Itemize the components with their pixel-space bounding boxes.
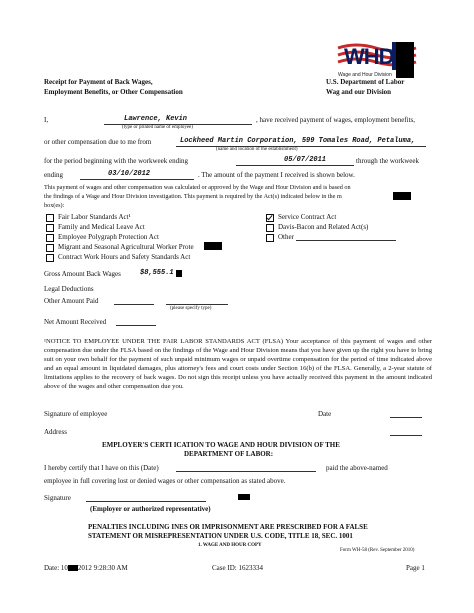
act-label: Other <box>278 233 294 241</box>
computed-text-line2: the findings of a Wage and Hour Division investigation. This payment is required by the Act(s) indicated below in the m <box>44 193 342 200</box>
period-end-prefix: ending <box>44 171 64 179</box>
legal-deductions-label: Legal Deductions <box>44 285 94 293</box>
certification-title-line1: EMPLOYER'S CERTI ICATION TO WAGE AND HOUR DIVISION OF THE <box>102 441 340 449</box>
period-begin-date: 05/07/2011 <box>284 156 327 164</box>
certify-prefix: I hereby certify that I have on this (Date) <box>44 464 159 472</box>
act-label: Contract Work Hours and Safety Standards Act <box>58 253 191 261</box>
redaction <box>204 242 222 250</box>
footer-date-suffix: 2012 9:28:30 AM <box>77 564 128 572</box>
footer-date <box>44 564 128 572</box>
agency-line1: U.S. Department of Labor <box>326 78 405 86</box>
net-amount-label: Net Amount Received <box>44 318 107 326</box>
checkbox[interactable] <box>266 234 274 242</box>
agency-line2: Wag and our Division <box>326 88 392 96</box>
address-label: Address <box>44 428 67 436</box>
act-label: Fair Labor Standards Act¹ <box>58 213 131 221</box>
checkbox[interactable] <box>266 224 274 232</box>
redaction <box>238 494 250 500</box>
period-begin-line <box>236 165 354 166</box>
other-amount-caption: (please specify type) <box>170 306 212 311</box>
certify-suffix: paid the above-named <box>326 464 388 472</box>
redaction <box>396 42 414 78</box>
wage-hour-copy: 1. WAGE AND HOUR COPY <box>198 543 262 548</box>
checkbox[interactable] <box>46 224 54 232</box>
act-label: Davis-Bacon and Related Act(s) <box>278 223 369 231</box>
act-label: Family and Medical Leave Act <box>58 223 145 231</box>
act-label: Migrant and Seasonal Agricultural Worker Prote <box>58 243 194 251</box>
employer-prefix: or other compensation due to me from <box>44 138 152 146</box>
flsa-notice: ¹NOTICE TO EMPLOYEE UNDER THE FAIR LABOR STANDARDS ACT (FLSA) Your acceptance of this payment of wages and other compensation due under the FLSA based on the findings of the Wage and Hour Division means that you have given up the right you have to bring suit on your own behalf for the payment of such unpaid minimum wages or unpaid overtime compensation for the period of time indicated above and an equal amount in liquidated damages, plus attorney's fees and court costs under Section 16(b) of the FLSA. Generally, a 2-year statute of limitations applies to the recovery of back wages. Do not sign this receipt unless you have actually received this payment in the amount indicated above of the wages and other compensation due you. <box>44 338 432 391</box>
receipt-title-line1: Receipt for Payment of Back Wages, <box>44 78 153 86</box>
period-end-line <box>80 179 194 180</box>
other-amount-label: Other Amount Paid <box>44 297 99 305</box>
employee-signature-label: Signature of employee <box>44 410 108 418</box>
act-other-line <box>296 240 396 241</box>
whd-logo <box>336 38 420 82</box>
certification-title-line2: DEPARTMENT OF LABOR: <box>184 450 274 458</box>
employer-caption: (name and location of the establishment) <box>216 147 298 152</box>
logo-tagline: Wage and Hour Division <box>338 72 392 78</box>
certify-date-line <box>176 471 316 472</box>
checkbox-checked[interactable] <box>266 214 274 222</box>
redaction <box>176 270 182 277</box>
logo-text: WHD <box>344 44 394 69</box>
footer-page: Page 1 <box>406 564 425 572</box>
penalties-line2: STATEMENT OR MISREPRESENTATION UNDER U.S. CODE, TITLE 18, SEC. 1001 <box>88 532 353 540</box>
date-line <box>390 417 422 418</box>
employee-caption: (type or printed name of employee) <box>122 125 193 130</box>
employer-name-line <box>176 146 426 147</box>
form-id: Form WH-58 (Rev. September 2010) <box>340 548 415 553</box>
computed-text-line3: box(es): <box>44 202 65 209</box>
other-amount-line <box>114 304 154 305</box>
gross-amount-value: $8,555.1 <box>140 269 174 277</box>
checkbox[interactable] <box>46 214 54 222</box>
employer-signature-label: Signature <box>44 494 71 502</box>
gross-amount-label: Gross Amount Back Wages <box>44 270 121 278</box>
employee-name: Lawrence, Kevin <box>124 115 188 123</box>
period-begin-prefix: for the period beginning with the workweek ending <box>44 157 189 165</box>
period-end-date: 03/10/2012 <box>108 170 151 178</box>
net-amount-line <box>116 325 156 326</box>
act-label: Service Contract Act <box>278 213 337 221</box>
penalties-line1: PENALTIES INCLUDING INES OR IMPRISONMENT ARE PRESCRIBED FOR A FALSE <box>88 523 368 531</box>
footer-date-prefix: Date: 10 <box>44 564 68 572</box>
address-line <box>390 435 422 436</box>
employee-suffix: , have received payment of wages, employment benefits, <box>256 116 415 124</box>
computed-text-line1: This payment of wages and other compensation was calculated or approved by the Wage and Hour Division and is based on <box>44 184 351 191</box>
period-end-suffix: . The amount of the payment I received is shown below. <box>198 171 355 179</box>
checkbox[interactable] <box>46 234 54 242</box>
certify-line2: employee in full covering lost or denied wages or other compensation as stated above. <box>44 477 286 485</box>
period-begin-suffix: through the workweek <box>356 157 419 165</box>
redaction <box>393 192 411 200</box>
checkbox[interactable] <box>46 254 54 262</box>
act-label: Employee Polygraph Protection Act <box>58 233 159 241</box>
signer-caption: (Employer or authorized representative) <box>90 505 211 513</box>
footer-case-id: Case ID: 1623334 <box>212 564 263 572</box>
receipt-title-line2: Employment Benefits, or Other Compensation <box>44 88 183 96</box>
employee-prefix: I, <box>44 116 49 124</box>
redaction <box>68 565 78 571</box>
other-type-line <box>166 304 228 305</box>
checkbox[interactable] <box>46 244 54 252</box>
date-label: Date <box>318 410 332 418</box>
employer-name: Lockheed Martin Corporation, 599 Tomales Road, Petaluma, <box>180 137 416 145</box>
employer-signature-line <box>86 501 206 502</box>
